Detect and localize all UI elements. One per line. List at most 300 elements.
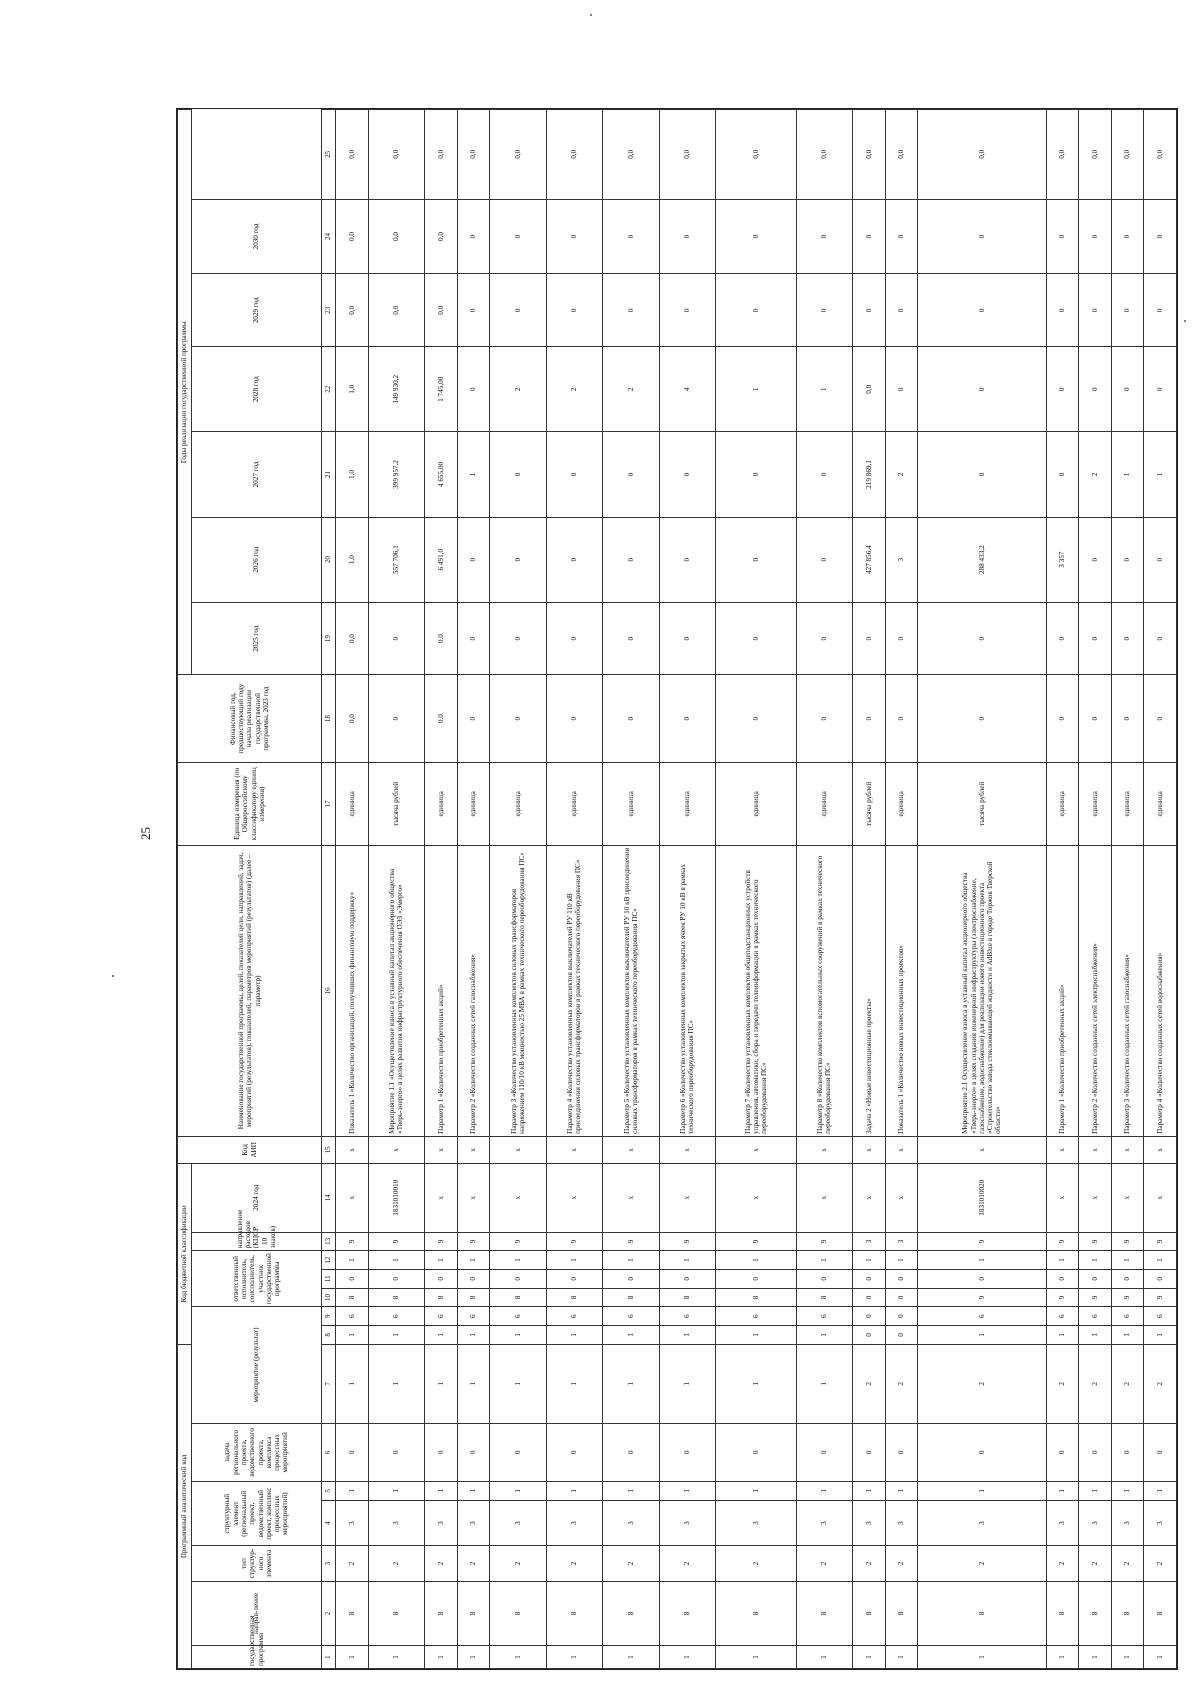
code-cell: 8 [457, 1581, 490, 1645]
value-cell: 0 [1144, 675, 1177, 762]
value-cell: 0 [457, 517, 490, 602]
code-cell: 6 [603, 1307, 660, 1326]
code-cell: 1 [546, 1481, 603, 1500]
header-direction: направ-ление [192, 1581, 322, 1645]
scan-speck [590, 14, 592, 16]
code-cell: 3 [490, 1500, 547, 1546]
code-cell: 8 [796, 1288, 853, 1307]
column-number: 22 [322, 347, 336, 432]
header-program-code: Программный аналитический код [178, 1344, 192, 1668]
value-cell: 0 [716, 602, 796, 675]
value-cell: 0,0 [336, 675, 369, 762]
code-cell: 1 [853, 1646, 886, 1669]
value-cell: 0 [885, 675, 918, 762]
code-cell: 2 [918, 1546, 1046, 1581]
code-cell: 1 [659, 1251, 716, 1270]
value-cell: 0 [603, 517, 660, 602]
code-cell: 0 [425, 1423, 458, 1481]
header-year: 2028 год [192, 347, 322, 432]
code-cell: 2 [1144, 1344, 1177, 1423]
rotated-table-container [177, 109, 1177, 1669]
code-cell: 3 [659, 1500, 716, 1546]
value-cell: 0 [1079, 274, 1112, 347]
header-year: 2027 год [192, 432, 322, 517]
code-cell: 3 [457, 1500, 490, 1546]
value-cell: 0 [368, 675, 425, 762]
code-cell: 3 [918, 1500, 1046, 1546]
value-cell: 0,0 [336, 274, 369, 347]
value-cell: 0,0 [546, 110, 603, 200]
value-cell: 0 [796, 675, 853, 762]
code-cell: 1 [716, 1344, 796, 1423]
value-cell: 0,0 [1111, 110, 1144, 200]
code-cell: 1 [853, 1481, 886, 1500]
value-cell: 0 [1046, 274, 1079, 347]
code-cell: 0 [1144, 1423, 1177, 1481]
value-cell: 0 [546, 517, 603, 602]
header-years-group: Годы реализации государственной программы [178, 110, 192, 676]
value-cell: 0,0 [425, 602, 458, 675]
code-cell: 2 [796, 1546, 853, 1581]
value-cell: 0 [716, 274, 796, 347]
table-row [1144, 110, 1177, 1669]
code-cell: 3 [853, 1232, 886, 1251]
row-name: Показатель 1 «Количество новых инвестиционных проектов» [885, 845, 918, 1136]
column-number: 16 [322, 845, 336, 1136]
value-cell: 0,0 [336, 199, 369, 274]
code-cell: 1 [1144, 1646, 1177, 1669]
code-cell: 1 [918, 1646, 1046, 1669]
page-number: 25 [138, 827, 153, 840]
value-cell: 0 [918, 199, 1046, 274]
code-cell: 1 [1046, 1326, 1079, 1345]
value-cell: 0,0 [796, 110, 853, 200]
code-cell: 1 [659, 1646, 716, 1669]
row-unit: единица [425, 762, 458, 845]
code-cell: 3 [1079, 1500, 1112, 1546]
value-cell: 0 [603, 602, 660, 675]
value-cell: 0 [1144, 274, 1177, 347]
value-cell: 0 [796, 602, 853, 675]
code-cell: 1 [1046, 1481, 1079, 1500]
code-cell: x [603, 1163, 660, 1232]
value-cell: 0 [885, 602, 918, 675]
value-cell: 1 [796, 347, 853, 432]
code-cell: 1 [885, 1646, 918, 1669]
code-cell: 0 [603, 1269, 660, 1288]
value-cell: 0 [1079, 199, 1112, 274]
code-cell: 8 [659, 1288, 716, 1307]
code-cell: x [1046, 1136, 1079, 1163]
value-cell: 0 [457, 199, 490, 274]
value-cell: 0 [853, 602, 886, 675]
scan-speck [1184, 320, 1186, 322]
value-cell: 0 [490, 274, 547, 347]
value-cell: 0,0 [368, 274, 425, 347]
value-cell: 219 869,1 [853, 432, 886, 517]
row-name: Параметр 4 «Количество созданных сетей водоснабжения» [1144, 845, 1177, 1136]
header-measure: мероприятие (результат) [192, 1307, 322, 1423]
row-unit: тысяча рублей [853, 762, 886, 845]
code-cell: 9 [546, 1232, 603, 1251]
value-cell: 0 [1046, 675, 1079, 762]
code-cell: 8 [368, 1288, 425, 1307]
code-cell: 8 [796, 1581, 853, 1645]
code-cell: 8 [425, 1581, 458, 1645]
code-cell: 0 [853, 1288, 886, 1307]
code-cell: x [716, 1136, 796, 1163]
code-cell: 9 [918, 1232, 1046, 1251]
value-cell: 427 856,4 [853, 517, 886, 602]
code-cell: x [1079, 1163, 1112, 1232]
value-cell: 0 [853, 675, 886, 762]
code-cell: 2 [336, 1546, 369, 1581]
header-unit: Единица измерения (по Общероссийскому классификатору единиц измерения) [178, 762, 322, 845]
code-cell: 6 [457, 1307, 490, 1326]
code-cell: 2 [918, 1344, 1046, 1423]
code-cell: 0 [1079, 1269, 1112, 1288]
code-cell: 1 [490, 1481, 547, 1500]
code-cell: 1 [918, 1481, 1046, 1500]
code-cell: 0 [853, 1269, 886, 1288]
value-cell: 4 655,00 [425, 432, 458, 517]
value-cell: 0 [1079, 517, 1112, 602]
value-cell: 0 [1111, 347, 1144, 432]
code-cell: 1 [716, 1646, 796, 1669]
code-cell: 2 [659, 1546, 716, 1581]
value-cell: 0,0 [716, 110, 796, 200]
value-cell: 1,0 [336, 347, 369, 432]
code-cell: 6 [1079, 1307, 1112, 1326]
column-number: 8 [322, 1326, 336, 1345]
row-name: Параметр 3 «Количество созданных сетей газоснабжения» [1111, 845, 1144, 1136]
row-name: Параметр 2 «Количество созданных сетей электроснабжения» [1079, 845, 1112, 1136]
value-cell: 0 [1079, 347, 1112, 432]
code-cell: 9 [1046, 1288, 1079, 1307]
value-cell: 0 [1046, 602, 1079, 675]
value-cell: 0,0 [368, 199, 425, 274]
code-cell: 8 [659, 1581, 716, 1645]
code-cell: 1 [546, 1344, 603, 1423]
code-cell: x [368, 1136, 425, 1163]
code-cell: 0 [659, 1269, 716, 1288]
code-cell: x [1046, 1163, 1079, 1232]
column-number: 5 [322, 1481, 336, 1500]
value-cell: 2 [546, 347, 603, 432]
value-cell: 1 [716, 347, 796, 432]
code-cell: 0 [368, 1423, 425, 1481]
code-cell: 8 [336, 1581, 369, 1645]
value-cell: 0 [918, 347, 1046, 432]
code-cell: 0 [885, 1269, 918, 1288]
code-cell: 1 [603, 1326, 660, 1345]
value-cell: 0 [1144, 602, 1177, 675]
header-year: 2029 год [192, 274, 322, 347]
code-cell: x [546, 1163, 603, 1232]
table-row [1046, 110, 1079, 1669]
value-cell: 0 [490, 517, 547, 602]
column-number: 25 [322, 110, 336, 200]
row-unit: тысяча рублей [368, 762, 425, 845]
value-cell: 0 [546, 432, 603, 517]
code-cell: 0 [716, 1269, 796, 1288]
code-cell: 1 [1079, 1481, 1112, 1500]
code-cell: 3 [796, 1500, 853, 1546]
value-cell: 0 [457, 602, 490, 675]
code-cell: 0 [796, 1269, 853, 1288]
value-cell: 0,0 [490, 110, 547, 200]
value-cell: 0 [1046, 199, 1079, 274]
column-number: 11 [322, 1269, 336, 1288]
code-cell: 2 [490, 1546, 547, 1581]
code-cell: 6 [659, 1307, 716, 1326]
header-budget-code: Код бюджетной классификации [178, 1163, 192, 1344]
code-cell: 1 [716, 1251, 796, 1270]
code-cell: x [490, 1136, 547, 1163]
table-row [1079, 110, 1112, 1669]
code-cell: 8 [603, 1288, 660, 1307]
code-cell: 1 [1079, 1251, 1112, 1270]
value-cell: 4 [659, 347, 716, 432]
code-cell: 1 [1046, 1251, 1079, 1270]
column-number: 12 [322, 1251, 336, 1270]
row-name: Показатель 1 «Количество организаций, получивших финансовую поддержку» [336, 845, 369, 1136]
header-aip: Код АИП [178, 1136, 322, 1163]
code-cell: 1 [796, 1646, 853, 1669]
row-name: Параметр 4 «Количество установленных комплектов выключателей РУ 110 кВ присоединения силовых трансформаторов в рамках технического переоборудования ПС» [546, 845, 603, 1136]
code-cell: 0 [885, 1326, 918, 1345]
value-cell: 0 [659, 432, 716, 517]
value-cell: 0,0 [425, 110, 458, 200]
code-cell: 9 [659, 1232, 716, 1251]
code-cell: 9 [1111, 1288, 1144, 1307]
column-number: 9 [322, 1307, 336, 1326]
code-cell: 6 [796, 1307, 853, 1326]
code-cell: 1 [546, 1251, 603, 1270]
value-cell: 0 [546, 199, 603, 274]
row-unit: единица [603, 762, 660, 845]
row-name: Параметр 6 «Количество установленных комплектов закрытых ячеек РУ 10 кВ в рамках технического переоборудования ПС» [659, 845, 716, 1136]
code-cell: 1 [1079, 1326, 1112, 1345]
code-cell: 1 [603, 1344, 660, 1423]
code-cell: 2 [716, 1546, 796, 1581]
code-cell: 0 [336, 1269, 369, 1288]
code-cell: 3 [1111, 1500, 1144, 1546]
code-cell: 3 [603, 1500, 660, 1546]
code-cell: 1 [853, 1251, 886, 1270]
code-cell: 2 [853, 1344, 886, 1423]
value-cell: 0 [1111, 602, 1144, 675]
value-cell: 0 [1111, 675, 1144, 762]
row-name: Параметр 8 «Количество комплектов вспомогательных сооружений в рамках технического переоборудования ПС» [796, 845, 853, 1136]
code-cell: 3 [853, 1500, 886, 1546]
value-cell: 0 [1111, 274, 1144, 347]
code-cell: 0 [853, 1326, 886, 1345]
value-cell: 0,0 [336, 602, 369, 675]
code-cell: 0 [885, 1307, 918, 1326]
code-cell: 8 [490, 1581, 547, 1645]
code-cell: 1 [457, 1326, 490, 1345]
code-cell: x [336, 1163, 369, 1232]
code-cell: 8 [490, 1288, 547, 1307]
code-cell: 1 [1111, 1646, 1144, 1669]
code-cell: 0 [716, 1423, 796, 1481]
code-cell: 2 [425, 1546, 458, 1581]
value-cell: 1 [457, 432, 490, 517]
code-cell: 1 [425, 1344, 458, 1423]
code-cell: 8 [336, 1288, 369, 1307]
row-unit: единица [659, 762, 716, 845]
code-cell: 8 [546, 1581, 603, 1645]
code-cell: x [425, 1136, 458, 1163]
code-cell: 1831010010 [368, 1163, 425, 1232]
value-cell: 0 [659, 274, 716, 347]
code-cell: 3 [1046, 1500, 1079, 1546]
code-cell: 8 [457, 1288, 490, 1307]
header-struct-element: структурный элемент (региональный проект, ведомственный проект, комплекс процессных мероприятий) [192, 1481, 322, 1545]
code-cell: 6 [1144, 1307, 1177, 1326]
code-cell: 1 [425, 1326, 458, 1345]
row-name: Параметр 7 «Количество установленных комплектов общеподстанционных устройств управления, автоматики, сбора и передачи телеинформации в рамках технического переоборудования ПС» [716, 845, 796, 1136]
code-cell: 0 [336, 1423, 369, 1481]
code-cell: 1 [368, 1344, 425, 1423]
code-cell: 8 [853, 1581, 886, 1645]
value-cell: 0,0 [853, 347, 886, 432]
code-cell: 0 [546, 1423, 603, 1481]
code-cell: 9 [1144, 1232, 1177, 1251]
code-cell: 3 [716, 1500, 796, 1546]
column-number: 6 [322, 1423, 336, 1481]
code-cell: 2 [853, 1546, 886, 1581]
code-cell: 9 [918, 1288, 1046, 1307]
code-cell: 0 [490, 1423, 547, 1481]
column-number: 10 [322, 1288, 336, 1307]
code-cell: x [457, 1163, 490, 1232]
code-cell: 8 [885, 1581, 918, 1645]
row-unit: единица [457, 762, 490, 845]
code-cell: 9 [1079, 1288, 1112, 1307]
value-cell: 0 [457, 274, 490, 347]
code-cell: 6 [546, 1307, 603, 1326]
code-cell: 1 [1079, 1646, 1112, 1669]
header-executor: ответственный исполнитель, соисполнитель, участник государственной программы [192, 1251, 322, 1307]
column-number: 14 [322, 1163, 336, 1232]
code-cell: x [1079, 1136, 1112, 1163]
value-cell: 0 [659, 602, 716, 675]
value-cell: 0,0 [1046, 110, 1079, 200]
scan-speck [112, 975, 114, 977]
code-cell: 1 [336, 1344, 369, 1423]
header-expense: направление расходов (КЦСР 10 знаков) [192, 1232, 322, 1251]
value-cell: 0 [659, 199, 716, 274]
value-cell: 1 745,00 [425, 347, 458, 432]
code-cell: 2 [885, 1546, 918, 1581]
row-name: Параметр 5 «Количество установленных комплектов выключателей РУ 10 кВ присоединения силовых трансформаторов в рамках технического переоборудования ПС» [603, 845, 660, 1136]
row-unit: единица [546, 762, 603, 845]
code-cell: 1 [918, 1326, 1046, 1345]
code-cell: 1 [336, 1481, 369, 1500]
header-struct-type: тип структур-ного элемента [192, 1546, 322, 1581]
row-unit: единица [490, 762, 547, 845]
table-row [918, 110, 1046, 1669]
code-cell: 0 [368, 1269, 425, 1288]
code-cell: 0 [1111, 1423, 1144, 1481]
code-cell: 0 [853, 1307, 886, 1326]
header-year: 2030 год [192, 199, 322, 274]
value-cell: 0 [1079, 675, 1112, 762]
code-cell: 0 [457, 1269, 490, 1288]
code-cell: 1 [716, 1326, 796, 1345]
code-cell: 2 [368, 1546, 425, 1581]
value-cell: 0 [457, 347, 490, 432]
code-cell: 1 [490, 1646, 547, 1669]
code-cell: 8 [425, 1288, 458, 1307]
code-cell: 2 [546, 1546, 603, 1581]
code-cell: 1 [336, 1326, 369, 1345]
row-name: Мероприятие 1.1 «Осуществление взноса в уставный капитал акционерного общества «Тверь-энерго» в целях развития инфраструктурного обеспечения ОЭЗ «Эмерго» [368, 845, 425, 1136]
value-cell: 0,0 [603, 110, 660, 200]
row-name: Мероприятие 2.1 Осуществление взноса в уставный капитал акционерного общества «Тверь-энерго» в целях создания инженерной инфраструктуры (электроснабжение, газоснабжение, водоснабжение) для реализации нового инвестиционного проекта «Строительство завода стеклоомывающей жидкости и AdBlue в городе Торжок Тверской области» [918, 845, 1046, 1136]
value-cell: 557 706,1 [368, 517, 425, 602]
value-cell: 0 [716, 517, 796, 602]
value-cell: 0 [796, 199, 853, 274]
code-cell: 1 [368, 1481, 425, 1500]
code-cell: 0 [546, 1269, 603, 1288]
header-fin-year: Финансовый год, предшествующий году начала реализации государственной программы, 2023 год [178, 675, 322, 762]
value-cell: 0,0 [425, 675, 458, 762]
code-cell: x [425, 1163, 458, 1232]
code-cell: 3 [885, 1500, 918, 1546]
value-cell: 0 [659, 675, 716, 762]
code-cell: x [603, 1136, 660, 1163]
code-cell: 1 [796, 1481, 853, 1500]
code-cell: 0 [457, 1423, 490, 1481]
code-cell: 8 [1046, 1581, 1079, 1645]
row-name: Параметр 1 «Количество приобретенных акций» [1046, 845, 1079, 1136]
table-row [457, 110, 490, 1669]
value-cell: 0 [885, 199, 918, 274]
row-name: Параметр 1 «Количество приобретенных акций» [425, 845, 458, 1136]
code-cell: 1 [336, 1646, 369, 1669]
code-cell: 3 [368, 1500, 425, 1546]
table-row [425, 110, 458, 1669]
row-unit: единица [1111, 762, 1144, 845]
table-row [1111, 110, 1144, 1669]
value-cell: 0 [918, 274, 1046, 347]
column-number: 18 [322, 675, 336, 762]
code-cell: 2 [603, 1546, 660, 1581]
value-cell: 0,0 [336, 110, 369, 200]
code-cell: 1 [1111, 1251, 1144, 1270]
code-cell: 3 [546, 1500, 603, 1546]
code-cell: x [457, 1136, 490, 1163]
code-cell: 1 [918, 1251, 1046, 1270]
value-cell: 2 [490, 347, 547, 432]
value-cell: 3 [885, 517, 918, 602]
code-cell: 1 [1144, 1481, 1177, 1500]
code-cell: 3 [1144, 1500, 1177, 1546]
code-cell: x [1111, 1136, 1144, 1163]
code-cell: 1 [603, 1481, 660, 1500]
code-cell: 1831010020 [918, 1163, 1046, 1232]
code-cell: 1 [659, 1344, 716, 1423]
code-cell: 8 [1111, 1581, 1144, 1645]
code-cell: 0 [659, 1423, 716, 1481]
value-cell: 149 930,2 [368, 347, 425, 432]
value-cell: 0,0 [457, 110, 490, 200]
code-cell: x [716, 1163, 796, 1232]
code-cell: x [918, 1136, 1046, 1163]
